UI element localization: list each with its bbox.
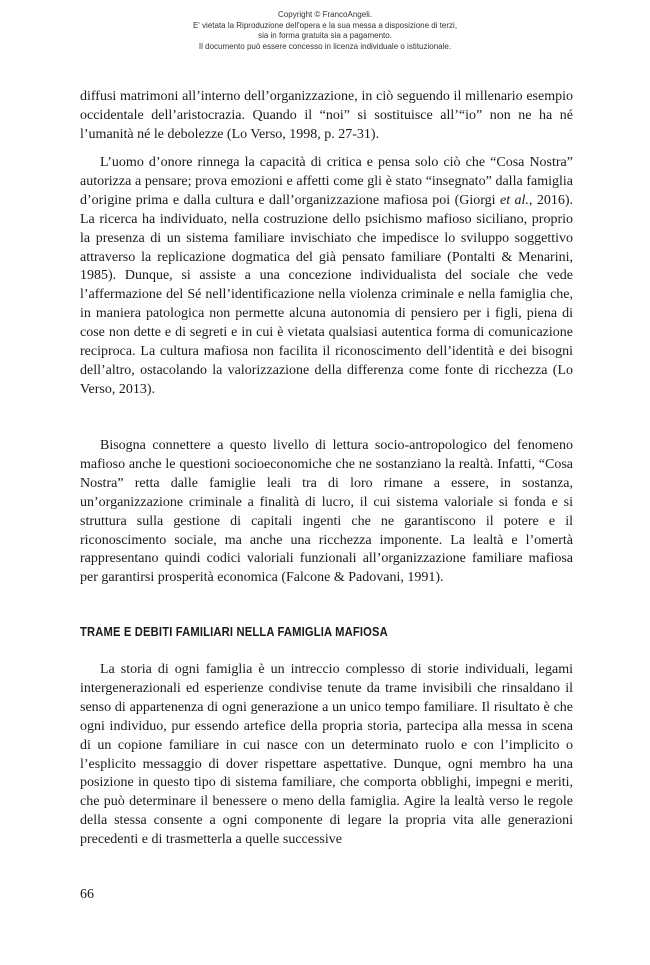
text-run: L’uomo d’onore rinnega la capacità di critica e pensa solo ciò che “Cosa Nostra” autorizza a pensare; prova emozioni e affetti come gli è stato “insegnato” dalla famiglia d’origine prima e dalla cultura e dall’organizzazione mafiosa poi (Giorgi — [80, 155, 573, 208]
italic-text: et al. — [499, 192, 529, 208]
copyright-line: sia in forma gratuita sia a pagamento. — [258, 31, 392, 40]
page-number: 66 — [80, 887, 94, 902]
section-heading: TRAME E DEBITI FAMILIARI NELLA FAMIGLIA MAFIOSA — [80, 624, 388, 639]
paragraph — [80, 437, 573, 588]
paragraph — [80, 661, 573, 850]
copyright-line: E' vietata la Riproduzione dell'opera e la sua messa a disposizione di terzi, — [192, 20, 458, 30]
paragraph-text: diffusi matrimoni all’interno dell’organizzazione, in ciò seguendo il millenario esempio occidentale dell’aristocrazia. Quando il “noi” si sostituisce all’“io” non ne ha né l’umanità né le debolezze (Lo Verso, 1998, p. 27-31). — [80, 89, 573, 142]
paragraph-text: Bisogna connettere a questo livello di lettura socio-antropologico del fenomeno mafioso anche le questioni socioeconomiche che ne sostanziano la realtà. Infatti, “Cosa Nostra” retta dalle famiglie leali tra di loro rimane a essere, in sostanza, un’organizzazione criminale a finalità di lucro, il cui sistema valoriale si fonda e si struttura sulla gestione di capitali ingenti che ne garantiscono il potere e il riconoscimento sociale, ma anche una ricchezza imponente. La lealtà e l’omertà rappresentano quindi codici valoriali funzionali all’organizzazione familiare mafiosa per garantirsi prosperità economica (Falcone & Padovani, 1991). — [80, 438, 573, 586]
copyright-notice — [0, 10, 650, 52]
paragraph — [80, 154, 573, 400]
paragraph-text: La storia di ogni famiglia è un intreccio complesso di storie individuali, legami intergenerazionali ed esperienze condivise tenute da trame invisibili che rinsaldano il senso di appartenenza di ogni generazione a un unico tempo familiare. Il risultato è che ogni individuo, pur essendo artefice della propria storia, partecipa alla messa in scena di un copione familiare in cui nasce con un determinato ruolo e con l’implicito o l’esplicito messaggio di dover rispettare aspettative. Dunque, ogni membro ha una posizione in questo tipo di sistema familiare, che comporta obblighi, impegni e meriti, che può determinare il benessere o meno della famiglia. Agire la lealtà verso le regole della stessa consente a ogni componente di legare la propria vita alle generazioni precedenti e di trasmetterla a quelle successive — [80, 662, 573, 848]
copyright-line: Copyright © FrancoAngeli. — [278, 10, 372, 19]
paragraph-continued — [80, 88, 573, 145]
text-run: , 2016). La ricerca ha individuato, nella costruzione dello psichismo mafioso siciliano, proprio la presenza di un sistema familiare invischiato che impedisce lo sviluppo soggettivo attraverso la replicazione dogmatica del già pensato familiare (Pontalti & Menarini, 1985). Dunque, si assiste a una concezione individualista del sociale che vede l’affermazione del Sé nell’identificazione nella violenza criminale e nella famiglia che, in maniera patologica non permette alcuna autonomia di pensiero per i figli, piena di cose non dette e di segreti e in cui è vietata qualsiasi autentica forma di comunicazione reciproca. La cultura mafiosa non facilita il riconoscimento dell’identità e dei bisogni dell’altro, ostacolando la valorizzazione della differenza come fonte di ricchezza (Lo Verso, 2013). — [80, 192, 573, 397]
paragraph-text — [80, 154, 573, 400]
copyright-line: Il documento può essere concesso in licenza individuale o istituzionale. — [198, 41, 452, 51]
